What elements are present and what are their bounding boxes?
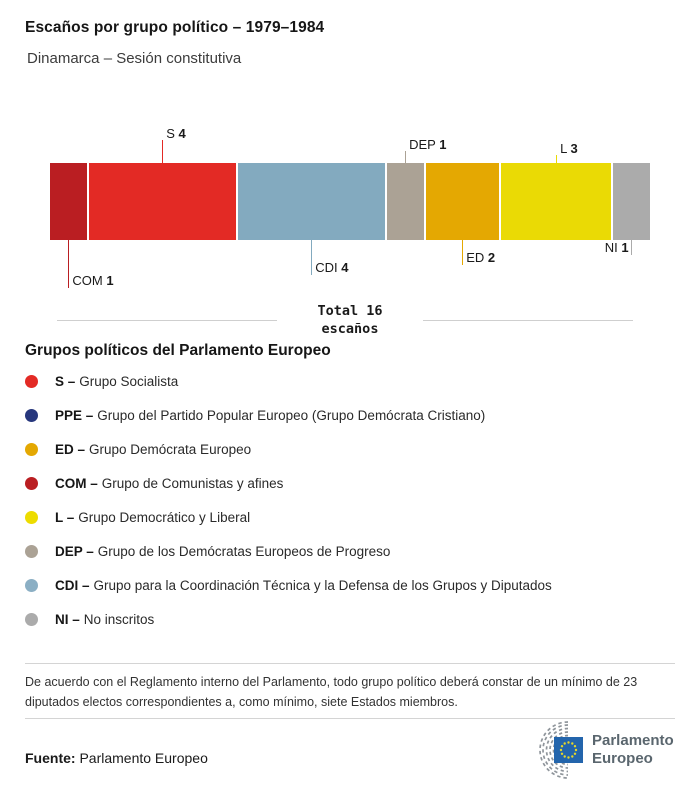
legend-name: Grupo Demócrata Europeo bbox=[89, 441, 252, 457]
total-divider-right bbox=[423, 320, 633, 321]
european-parliament-logo bbox=[519, 721, 679, 781]
bar-label-ni: NI 1 bbox=[604, 240, 629, 255]
legend-name: Grupo de Comunistas y afines bbox=[101, 475, 284, 491]
bar-label-cdi: CDI 4 bbox=[315, 260, 349, 275]
legend-heading: Grupos políticos del Parlamento Europeo bbox=[25, 342, 331, 359]
logo-text-line2: Europeo bbox=[592, 750, 653, 767]
legend-color-dot bbox=[25, 579, 38, 592]
legend-color-dot bbox=[25, 545, 38, 558]
legend-color-dot bbox=[25, 443, 38, 456]
seats-bar-chart bbox=[50, 120, 650, 295]
legend-color-dot bbox=[25, 375, 38, 388]
legend-item-ed bbox=[25, 432, 675, 466]
source-value: Parlamento Europeo bbox=[79, 750, 208, 766]
legend-abbr: NI – bbox=[55, 611, 80, 627]
legend-name: Grupo del Partido Popular Europeo (Grupo Demócrata Cristiano) bbox=[97, 407, 486, 423]
ep-hemicycle-icon bbox=[519, 721, 589, 781]
logo-text-line1: Parlamento bbox=[592, 732, 674, 749]
callout-tick-ni bbox=[631, 240, 632, 255]
legend-abbr: PPE – bbox=[55, 407, 94, 423]
bar-label-ed: ED 2 bbox=[466, 250, 496, 265]
legend-abbr: ED – bbox=[55, 441, 86, 457]
bar-segment-com[interactable] bbox=[50, 163, 87, 240]
total-divider-left bbox=[57, 320, 277, 321]
footer-divider-top bbox=[25, 663, 675, 664]
bar-segment-dep[interactable] bbox=[387, 163, 424, 240]
bar-label-com: COM 1 bbox=[72, 273, 114, 288]
bar-segment-cdi[interactable] bbox=[238, 163, 385, 240]
callout-tick-s bbox=[162, 140, 163, 163]
legend-abbr: CDI – bbox=[55, 577, 90, 593]
page-title: Escaños por grupo político – 1979–1984 bbox=[25, 19, 325, 36]
eu-flag bbox=[554, 737, 583, 763]
legend-color-dot bbox=[25, 409, 38, 422]
total-seats-label bbox=[270, 302, 430, 338]
legend-item-l bbox=[25, 500, 675, 534]
callout-tick-cdi bbox=[311, 240, 312, 275]
logo-text bbox=[592, 732, 674, 768]
legend-color-dot bbox=[25, 477, 38, 490]
legend-abbr: DEP – bbox=[55, 543, 94, 559]
legend-name: Grupo Democrático y Liberal bbox=[78, 509, 251, 525]
legend-name: Grupo Socialista bbox=[79, 373, 179, 389]
legend bbox=[25, 364, 675, 636]
legend-item-cdi bbox=[25, 568, 675, 602]
legend-color-dot bbox=[25, 613, 38, 626]
callout-tick-l bbox=[556, 155, 557, 163]
legend-abbr: S – bbox=[55, 373, 76, 389]
callout-tick-com bbox=[68, 240, 69, 288]
source-label: Fuente: bbox=[25, 750, 76, 766]
bar-segment-l[interactable] bbox=[501, 163, 611, 240]
legend-item-ni bbox=[25, 602, 675, 636]
legend-name: Grupo de los Demócratas Europeos de Progreso bbox=[97, 543, 391, 559]
footnote: De acuerdo con el Reglamento interno del Parlamento, todo grupo político deberá constar de un mínimo de 23 diputados electos correspondientes a, como mínimo, siete Estados miembros. bbox=[25, 675, 638, 709]
legend-abbr: COM – bbox=[55, 475, 98, 491]
total-seats-line2: escaños bbox=[321, 321, 379, 337]
bar-segment-ni[interactable] bbox=[613, 163, 650, 240]
callout-tick-dep bbox=[405, 151, 406, 163]
legend-item-s bbox=[25, 364, 675, 398]
legend-item-com bbox=[25, 466, 675, 500]
total-seats-line1: Total 16 bbox=[317, 303, 383, 319]
legend-item-dep bbox=[25, 534, 675, 568]
bar-label-l: L 3 bbox=[560, 141, 578, 156]
legend-abbr: L – bbox=[55, 509, 75, 525]
legend-item-ppe bbox=[25, 398, 675, 432]
legend-name: No inscritos bbox=[83, 611, 155, 627]
bar-label-dep: DEP 1 bbox=[409, 137, 447, 152]
footer-divider-bottom bbox=[25, 718, 675, 719]
callout-tick-ed bbox=[462, 240, 463, 265]
page-subtitle: Dinamarca – Sesión constitutiva bbox=[27, 50, 242, 67]
legend-name: Grupo para la Coordinación Técnica y la Defensa de los Grupos y Diputados bbox=[93, 577, 552, 593]
bar-segment-ed[interactable] bbox=[426, 163, 500, 240]
legend-color-dot bbox=[25, 511, 38, 524]
bar-segment-s[interactable] bbox=[89, 163, 236, 240]
source-line bbox=[25, 750, 208, 766]
bar-label-s: S 4 bbox=[166, 126, 186, 141]
